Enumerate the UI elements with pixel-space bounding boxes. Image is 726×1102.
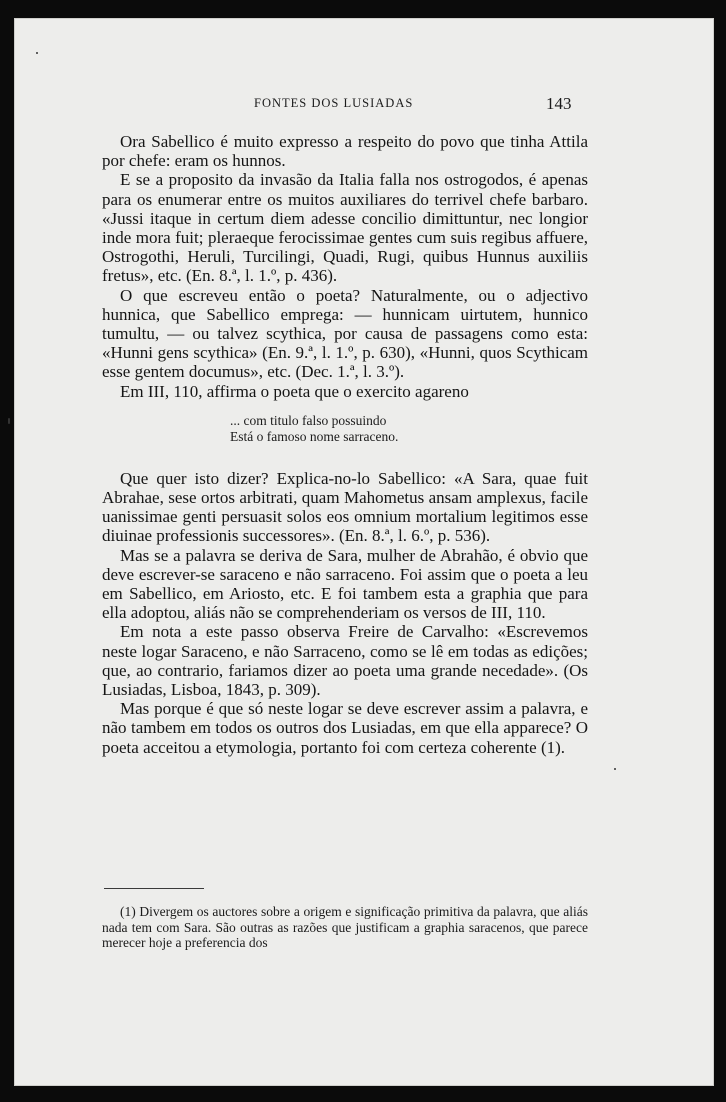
body-text bbox=[102, 132, 588, 757]
scan-speck bbox=[614, 768, 616, 770]
paragraph: E se a proposito da invasão da Italia falla nos ostrogodos, é apenas para os enumerar entre os muitos auxiliares do terrivel chefe barbaro. «Jussi itaque in certum diem adesse concilio dimittuntur, nec longior inde mora fuit; pleraeque ferocissimae gentes cum suis regibus affuere, Ostrogothi, Heruli, Turcilingi, Quadi, Rugi, quibus Hunnus auxiliis fretus», etc. (En. 8.ª, l. 1.º, p. 436). bbox=[102, 170, 588, 286]
paragraph: Em III, 110, affirma o poeta que o exercito agareno bbox=[120, 381, 469, 401]
paragraph: Mas porque é que só neste logar se deve escrever assim a palavra, e não tambem em todos os outros dos Lusiadas, em que ella apparece? O poeta acceitou a etymologia, portanto foi com certeza coherente (1). bbox=[102, 699, 588, 757]
paragraph: Em nota a este passo observa Freire de Carvalho: «Escrevemos neste logar Saraceno, e não Sarraceno, como se lê em todas as edições; que, ao contrario, fariamos dizer ao poeta uma grande necedade». (Os Lusiadas, Lisboa, 1843, p. 309). bbox=[102, 622, 588, 700]
paragraph: Mas se a palavra se deriva de Sara, mulher de Abrahão, é obvio que deve escrever-se saraceno e não sarraceno. Foi assim que o poeta a leu em Sabellico, em Ariosto, etc. E foi tambem esta a graphia que para ella adoptou, aliás não se comprehenderiam os versos de III, 110. bbox=[102, 545, 588, 623]
scan-speck bbox=[8, 418, 10, 424]
paragraph: Que quer isto dizer? Explica-no-lo Sabellico: «A Sara, quae fuit Abrahae, sese ortos arbitrati, quam Mahometus ansam amplexus, facile uanissimae genti persuasit solos eos omnium mortalium legitimos esse diuinae professionis successores». (En. 8.ª, l. 6.º, p. 536). bbox=[102, 468, 588, 546]
book-page bbox=[14, 18, 714, 1086]
verse-line: ... com titulo falso possuindo bbox=[230, 412, 387, 428]
paragraph: O que escreveu então o poeta? Naturalmente, ou o adjectivo hunnica, que Sabellico emprega: — hunnicam uirtutem, hunnico tumultu, — ou talvez scythica, por causa de passagens como esta: «Hunni gens scythica» (En. 9.ª, l. 1.º, p. 630), «Hunni, quos Scythicam esse gentem documus», etc. (Dec. 1.ª, l. 3.º). bbox=[102, 285, 588, 382]
running-head: FONTES DOS LUSIADAS bbox=[254, 96, 414, 110]
scan-speck bbox=[36, 52, 38, 54]
footnote: (1) Divergem os auctores sobre a origem e significação primitiva da palavra, que aliás nada tem com Sara. São outras as razões que justificam a graphia saracenos, que parece merecer hoje a preferencia dos bbox=[102, 904, 588, 951]
verse-line: Está o famoso nome sarraceno. bbox=[230, 428, 399, 444]
page-header bbox=[14, 94, 714, 114]
verse-quote bbox=[102, 413, 588, 445]
footnote-rule bbox=[104, 888, 204, 889]
page-number: 143 bbox=[546, 94, 572, 113]
paragraph: Ora Sabellico é muito expresso a respeito do povo que tinha Attila por chefe: eram os hunnos. bbox=[102, 132, 588, 171]
